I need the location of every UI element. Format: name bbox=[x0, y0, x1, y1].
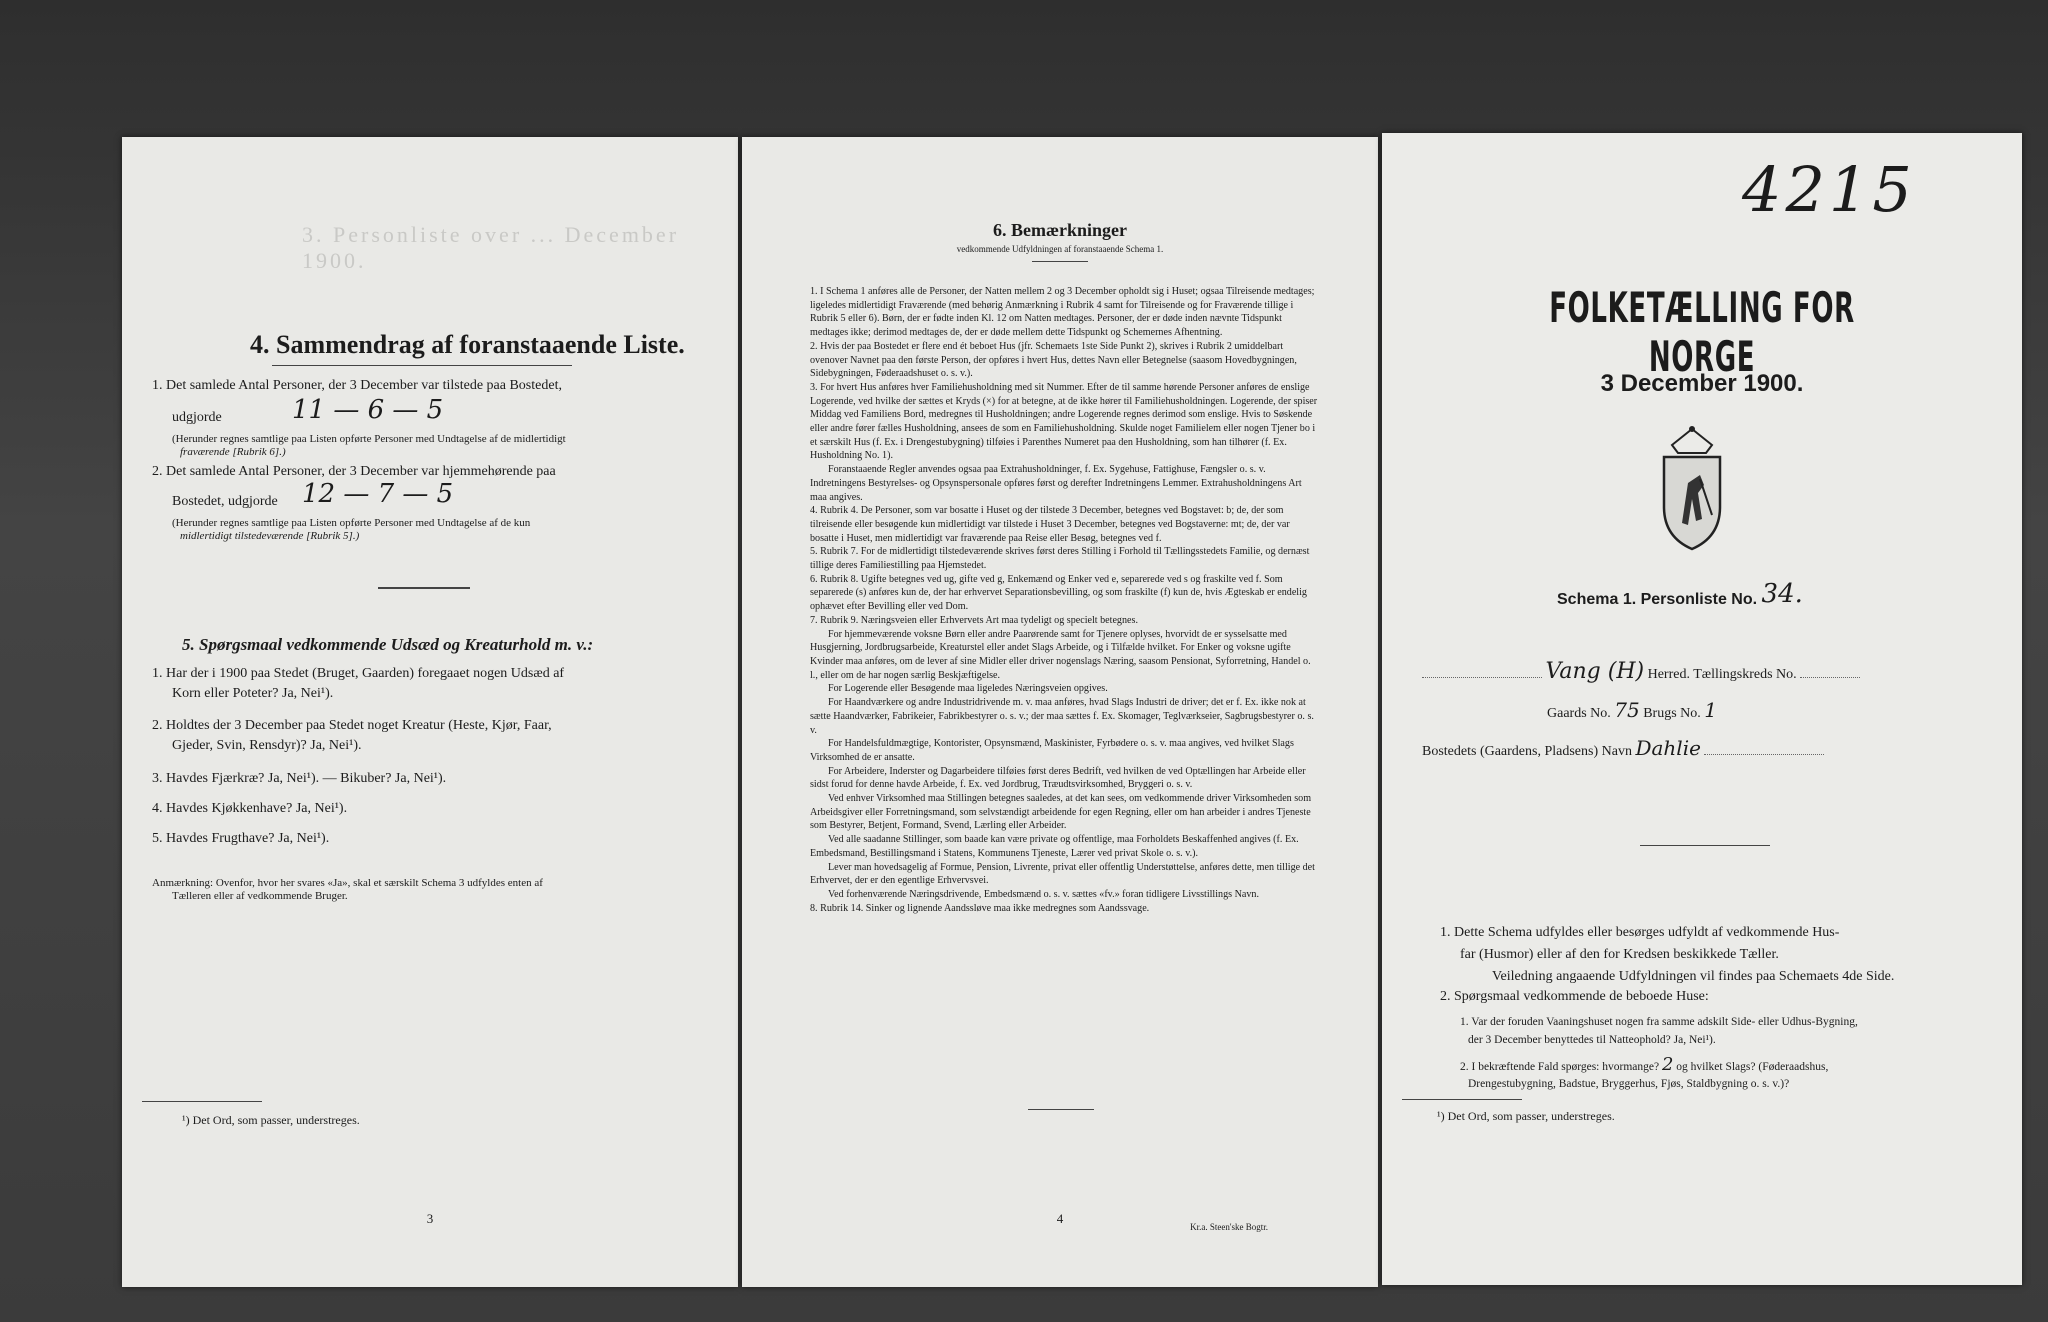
page-number: 4 bbox=[1056, 1211, 1064, 1226]
printer-credit: Kr.a. Steen'ske Bogtr. bbox=[1190, 1222, 1268, 1232]
item-1-handwritten-count: 11 — 6 — 5 bbox=[292, 395, 444, 425]
footnote-rule bbox=[142, 1101, 262, 1102]
herred-line bbox=[1422, 659, 1860, 684]
instruction-2: 2. Spørgsmaal vedkommende de beboede Huse: bbox=[1440, 989, 1709, 1004]
building-count: 2 bbox=[1661, 1054, 1674, 1075]
section-divider bbox=[378, 587, 470, 589]
item-1-note-1: (Herunder regnes samtlige paa Listen opførte Personer med Undtagelse af de midlertidigt bbox=[172, 433, 566, 445]
question-3: 3. Havdes Fjærkræ? Ja, Nei¹). — Bikuber? Ja, Nei¹). bbox=[152, 771, 447, 786]
item-1-label: udgjorde bbox=[172, 410, 222, 425]
item-1-line-2 bbox=[172, 409, 222, 427]
schema-label: Schema 1. Personliste No. bbox=[1557, 591, 1758, 608]
remark-paragraph: 4. Rubrik 4. De Personer, som var bosatte i Huset og der tilstede 3 December, betegnes ved Bogstavet: b; de, der som tilreisende eller besøgende kun midlertidigt var tilstede i Huset 3 December, betegnes ved Bogstaverne: mt; de, der var bosatte i Huset, men midlertidigt var fraværende paa Reise eller Besøg, betegnes ved f. bbox=[810, 505, 1290, 544]
item-1-line-1: 1. Det samlede Antal Personer, der 3 December var tilstede paa Bostedet, bbox=[152, 378, 562, 393]
brugs-number: 1 bbox=[1704, 698, 1718, 722]
ornament-rule bbox=[1640, 845, 1770, 846]
section-4-title: 4. Sammendrag af foranstaaende Liste. bbox=[250, 330, 685, 359]
question-1-line-1: 1. Har der i 1900 paa Stedet (Bruget, Gaarden) foregaaet nogen Udsæd af bbox=[152, 666, 565, 681]
question-2-2-line-1: 2. I bekræftende Fald spørges: hvormange? 2 og hvilket Slags? (Føderaadshus, bbox=[1460, 1054, 1829, 1075]
question-2-1-line-1: 1. Var der foruden Vaaningshuset nogen fra samme adskilt Side- eller Udhus-Bygning, bbox=[1460, 1016, 1858, 1028]
remarks-subtitle: vedkommende Udfyldningen af foranstaaende Schema 1. bbox=[956, 244, 1164, 254]
remark-paragraph: 8. Rubrik 14. Sinker og lignende Aandssløve maa ikke medregnes som Aandssvage. bbox=[810, 902, 1150, 914]
question-2-line-1: 2. Holdtes der 3 December paa Stedet noget Kreatur (Heste, Kjør, Faar, bbox=[152, 718, 552, 733]
remark-paragraph: 3. For hvert Hus anføres hver Familiehusholdning med sit Nummer. Efter de til samme hørende Personer anføres de enslige Logerende, ved hvilke der sættes et Kryds (×) for at betegne, at de ikke hører til Familiehusholdningen. Logerende, der spiser Middag ved Familiens Bord, medregnes til Husholdningen; andre Logerende regnes derimod som enslige. Hvis to Søskende eller andre fører fælles Husholdning, ansees de som en Familiehusholdning. Skulde noget Familielem eller nogen Tjener bo i et særskilt Hus (f. Ex. i Drengestubygning) tilføies i Parenthes Numeret paa den Husholdning, som han tilhører (f. Ex. Husholdning No. 1). bbox=[810, 381, 1318, 462]
herred-label: Herred. Tællingskreds No. bbox=[1647, 667, 1797, 682]
annotation-line-2: Tælleren eller af vedkommende Bruger. bbox=[172, 890, 348, 902]
bleed-through-text: 3. Personliste over ... December 1900. bbox=[302, 222, 680, 273]
footnote: ¹) Det Ord, som passer, understreges. bbox=[1437, 1109, 1615, 1123]
remark-paragraph: For hjemmeværende voksne Børn eller andre Paarørende samt for Tjenere oplyses, hvorvidt de er sysselsatte med Husgjerning, Jordbrugsarbeide, Kreaturstel eller andet Slags Arbeide, og i Tilfælde hvilket. For Enker og voksne ugifte Kvinder maa anføres, om de lever af sine Midler eller driver nogenslags Næring, saasom Pensionat, Syforretning, Handel o. l., eller om de har nogen særlig Beskjæftigelse. bbox=[810, 628, 1311, 681]
title-rule bbox=[1032, 261, 1088, 262]
question-5: 5. Havdes Frugthave? Ja, Nei¹). bbox=[152, 831, 330, 846]
item-2-note-2: midlertidigt tilstedeværende [Rubrik 5].) bbox=[180, 530, 360, 542]
remark-paragraph: Foranstaaende Regler anvendes ogsaa paa Extrahusholdninger, f. Ex. Sygehuse, Fattighuse, Fængsler o. s. v. Indretningens Bestyrelses- og Opsynspersonale opføres først og derefter Indretningens Lemmer. Extrahusholdningens Art maa angives. bbox=[810, 464, 1302, 503]
remark-paragraph: Ved forhenværende Næringsdrivende, Embedsmænd o. s. v. sættes «fv.» foran tidligere Livsstillings Navn. bbox=[828, 888, 1259, 900]
remarks-body bbox=[810, 285, 1320, 915]
remark-paragraph: For Arbeidere, Inderster og Dagarbeidere tilføies først deres Bedrift, ved hvilken de ved Optællingen har Arbeide eller sidst forud for denne havde Arbeide, f. Ex. ved Jordbrug, Træudtsvirksomhed, Bryggeri o. s. v. bbox=[810, 765, 1306, 791]
gaards-label: Gaards No. bbox=[1547, 706, 1611, 721]
remark-paragraph: 2. Hvis der paa Bostedet er flere end ét beboet Hus (jfr. Schemaets 1ste Side Punkt 2), skrives i Rubrik 2 umiddelbart ovenover Navnet paa den første Person, der opføres i hvert Hus, dettes Navn eller Betegnelse (saasom Hovedbygningen, Sidebygningen, Føderaadshuset o. s. v.). bbox=[810, 340, 1297, 380]
bosted-label: Bostedets (Gaardens, Pladsens) Navn bbox=[1422, 744, 1632, 759]
schema-line bbox=[1557, 581, 1803, 611]
item-2-line-2: Bostedet, udgjorde bbox=[172, 494, 278, 509]
remark-paragraph: 5. Rubrik 7. For de midlertidigt tilstedeværende skrives først deres Stilling i Forhold til Tællingsstedets Familie, og dernæst tillige deres Familiestilling paa Hjemstedet. bbox=[810, 546, 1310, 572]
question-2-line-2: Gjeder, Svin, Rensdyr)? Ja, Nei¹). bbox=[172, 738, 362, 753]
remark-paragraph: 7. Rubrik 9. Næringsveien eller Erhvervets Art maa tydeligt og specielt betegnes. bbox=[810, 614, 1138, 626]
remark-paragraph: For Logerende eller Besøgende maa ligeledes Næringsveien opgives. bbox=[828, 683, 1108, 695]
remark-paragraph: For Handelsfuldmægtige, Kontorister, Opsynsmænd, Maskinister, Fyrbødere o. s. v. maa angives, ved hvilket Slags Virksomhed de er ansatte. bbox=[810, 738, 1294, 763]
instruction-1-line-2: far (Husmor) eller af den for Kredsen beskikkede Tæller. bbox=[1460, 947, 1779, 962]
section-5-title: 5. Spørgsmaal vedkommende Udsæd og Kreaturhold m. v.: bbox=[182, 635, 594, 654]
page-number: 3 bbox=[426, 1211, 434, 1226]
question-1-line-2: Korn eller Poteter? Ja, Nei¹). bbox=[172, 686, 334, 701]
bosted-name: Dahlie bbox=[1635, 736, 1701, 760]
page-1 bbox=[1382, 133, 2022, 1285]
footnote-rule bbox=[1402, 1099, 1522, 1100]
bosted-line bbox=[1422, 736, 1824, 761]
item-1-note-2: fraværende [Rubrik 6].) bbox=[180, 446, 286, 458]
brugs-label: Brugs No. bbox=[1643, 706, 1701, 721]
census-title: FOLKETÆLLING FOR NORGE bbox=[1549, 283, 1855, 381]
remark-paragraph: Lever man hovedsagelig af Formue, Pension, Livrente, privat eller offentlig Understøttelse, anføres dette, men tillige det Erhvervet, der er den egentlige Erhvervsvei. bbox=[810, 861, 1315, 887]
end-rule bbox=[1028, 1109, 1094, 1110]
item-2-note-1: (Herunder regnes samtlige paa Listen opførte Personer med Undtagelse af de kun bbox=[172, 517, 531, 529]
remark-paragraph: For Haandværkere og andre Industridrivende m. v. maa anføres, hvad Slags Industri de driver; det er f. Ex. ikke nok at sætte Haandværker, Fabrikeier, Fabrikbestyrer o. s. v.; der maa sættes f. Ex. Skomager, Teglværkseier, Sagbrugsbestyrer o. s. v. bbox=[810, 697, 1314, 736]
annotation-line-1: Anmærkning: Ovenfor, hvor her svares «Ja», skal et særskilt Schema 3 udfyldes enten af bbox=[152, 877, 543, 889]
gaards-line bbox=[1547, 698, 1718, 723]
archive-number: 4215 bbox=[1742, 153, 1916, 226]
item-2-line-1: 2. Det samlede Antal Personer, der 3 December var hjemmehørende paa bbox=[152, 464, 556, 479]
census-date: 3 December 1900. bbox=[1600, 370, 1804, 397]
remark-paragraph: Ved enhver Virksomhed maa Stillingen betegnes saaledes, at det kan sees, om vedkommende driver Virksomheden som Arbeidsgiver eller Forretningsmand, som selvstændigt arbeidende for egen Regning, eller om han arbeider i andres Tjeneste som Bestyrer, Betjent, Formand, Svend, Lærling eller Arbeider. bbox=[810, 793, 1312, 832]
page-4 bbox=[742, 137, 1378, 1287]
item-2-handwritten-count: 12 — 7 — 5 bbox=[302, 479, 454, 509]
title-underline bbox=[272, 365, 572, 366]
question-2-2-line-2: Drengestubygning, Badstue, Bryggerhus, Fjøs, Staldbygning o. s. v.)? bbox=[1468, 1078, 1790, 1090]
remark-paragraph: Ved alle saadanne Stillinger, som baade kan være private og offentlige, maa Forholdets Beskaffenhed angives (f. Ex. Embedsmand, Bestillingsmand i Statens, Kommunens Tjeneste, Lærer ved privat Skole o. s. v.). bbox=[810, 834, 1299, 859]
footnote: ¹) Det Ord, som passer, understreges. bbox=[182, 1113, 360, 1127]
personliste-number: 34. bbox=[1761, 579, 1803, 609]
norway-coat-of-arms-icon bbox=[1642, 423, 1742, 558]
question-2-1-line-2: der 3 December benyttedes til Natteophold? Ja, Nei¹). bbox=[1468, 1034, 1716, 1046]
remark-paragraph: 6. Rubrik 8. Ugifte betegnes ved ug, gifte ved g, Enkemænd og Enker ved e, separerede ved s og fraskilte ved f. Som separerede (s) anføres kun de, der har erhvervet Separationsbevilling, og som fraskilte (f) kun de, hvis Ægteskab er endelig ophævet efter Bevilling eller ved Dom. bbox=[810, 573, 1307, 613]
remarks-title: 6. Bemærkninger bbox=[993, 220, 1127, 240]
instruction-1-line-1: 1. Dette Schema udfyldes eller besørges udfyldt af vedkommende Hus- bbox=[1440, 925, 1840, 940]
page-3 bbox=[122, 137, 738, 1287]
herred-name: Vang (H) bbox=[1545, 659, 1645, 684]
instruction-1-line-3: Veiledning angaaende Udfyldningen vil findes paa Schemaets 4de Side. bbox=[1492, 969, 1895, 984]
question-4: 4. Havdes Kjøkkenhave? Ja, Nei¹). bbox=[152, 801, 348, 816]
gaards-number: 75 bbox=[1614, 698, 1640, 722]
remark-paragraph: 1. I Schema 1 anføres alle de Personer, der Natten mellem 2 og 3 December opholdt sig i Huset; ogsaa Tilreisende medtages; ligeledes midlertidigt Fraværende (med behørig Anmærkning i Rubrik 4 samt for Tilreisende og for Fraværende tillige i Rubrik 5 eller 6). Børn, der er fødte inden Kl. 12 om Natten medtages. Personer, der er døde inden nævnte Tidspunkt medtages ikke; derimod medtages de, der er døde mellem dette Tidspunkt og Schemernes Afhentning. bbox=[810, 286, 1315, 339]
